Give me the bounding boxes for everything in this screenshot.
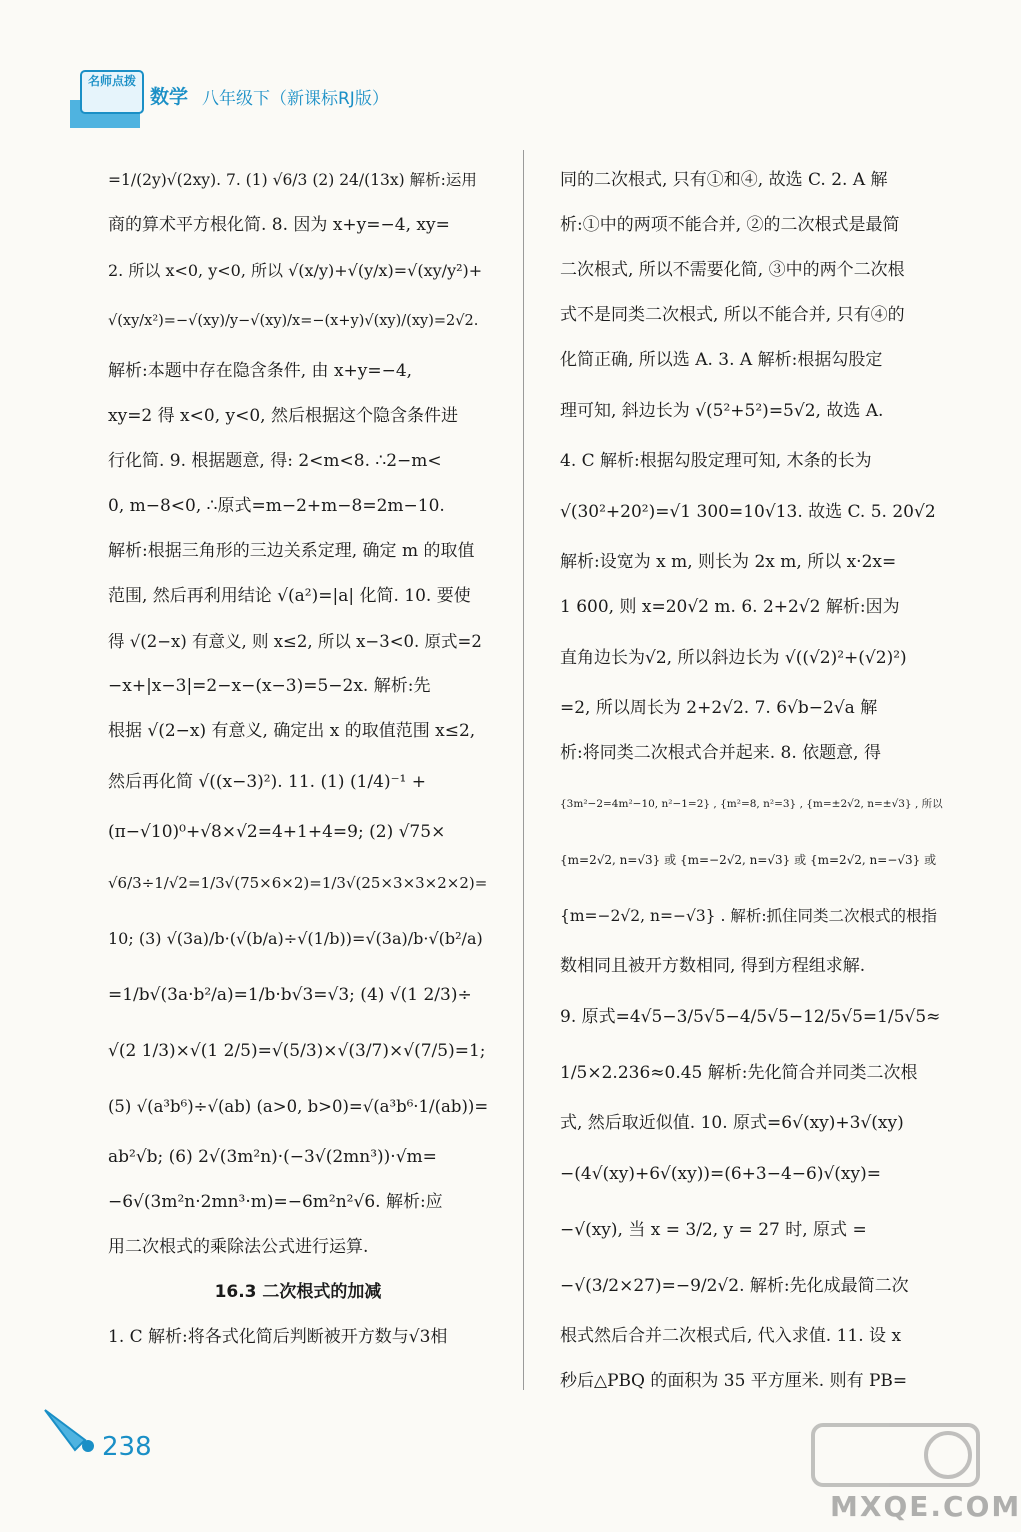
right-line: 根式然后合并二次根式后, 代入求值. 11. 设 x [560,1326,902,1346]
right-line: 秒后△PBQ 的面积为 35 平方厘米. 则有 PB= [560,1371,908,1391]
grade-title: 八年级下（新课标RJ版） [202,89,389,109]
left-line: 0, m−8<0, ∴原式=m−2+m−8=2m−10. [108,496,445,516]
left-line: 商的算术平方根化简. 8. 因为 x+y=−4, xy= [108,215,450,235]
left-line: 得 √(2−x) 有意义, 则 x≤2, 所以 x−3<0. 原式=2 [108,632,482,651]
right-line: 式, 然后取近似值. 10. 原式=6√(xy)+3√(xy) [560,1113,904,1133]
left-line: 10; (3) √(3a)/b·(√(b/a)÷√(1/b))=√(3a)/b·√(b²/a) [108,929,483,948]
right-line: 化简正确, 所以选 A. 3. A 解析:根据勾股定 [560,350,883,370]
left-line: =1/(2y)√(2xy). 7. (1) √6/3 (2) 24/(13x) 解析:运用 [108,171,477,189]
right-line: 9. 原式=4√5−3/5√5−4/5√5−12/5√5=1/5√5≈ [560,1007,941,1027]
right-line: 数相同且被开方数相同, 得到方程组求解. [560,956,866,976]
right-line: 析:将同类二次根式合并起来. 8. 依题意, 得 [560,743,881,763]
right-line: 1/5×2.236≈0.45 解析:先化简合并同类二次根 [560,1063,918,1083]
left-line: (π−√10)⁰+√8×√2=4+1+4=9; (2) √75× [108,822,446,842]
right-line: 解析:设宽为 x m, 则长为 2x m, 所以 x·2x= [560,552,897,572]
series-logo: 名师点拨 [80,70,144,114]
left-line: 行化简. 9. 根据题意, 得: 2<m<8. ∴2−m< [108,451,442,471]
mascot-icon [40,1400,100,1460]
right-line: =2, 所以周长为 2+2√2. 7. 6√b−2√a 解 [560,698,878,718]
column-divider [523,150,524,1390]
right-line: 二次根式, 所以不需要化简, ③中的两个二次根 [560,260,905,280]
right-line: {m=−2√2, n=−√3} . 解析:抓住同类二次根式的根指 [560,907,938,925]
left-line: √(2 1/3)×√(1 2/5)=√(5/3)×√(3/7)×√(7/5)=1; [108,1041,486,1061]
right-line: {m=2√2, n=√3} 或 {m=−2√2, n=√3} 或 {m=2√2, n=−√3} 或 [560,853,937,867]
left-line: 解析:根据三角形的三边关系定理, 确定 m 的取值 [108,541,475,561]
left-line: √6/3÷1/√2=1/3√(75×6×2)=1/3√(25×3×3×2×2)= [108,874,488,892]
page-header [70,70,470,130]
left-line: xy=2 得 x<0, y<0, 然后根据这个隐含条件进 [108,406,458,426]
right-line: 直角边长为√2, 所以斜边长为 √((√2)²+(√2)²) [560,648,907,668]
left-column [108,158,488,1360]
right-line: −√(xy), 当 x = 3/2, y = 27 时, 原式 = [560,1220,867,1240]
left-line: 用二次根式的乘除法公式进行运算. [108,1237,369,1257]
right-line: 4. C 解析:根据勾股定理可知, 木条的长为 [560,451,872,471]
right-line: −√(3/2×27)=−9/2√2. 解析:先化成最简二次 [560,1276,909,1296]
right-line: 理可知, 斜边长为 √(5²+5²)=5√2, 故选 A. [560,401,884,421]
left-line: =1/b√(3a·b²/a)=1/b·b√3=√3; (4) √(1 2/3)÷ [108,985,472,1005]
left-line: ab²√b; (6) 2√(3m²n)·(−3√(2mn³))·√m= [108,1147,437,1167]
right-line: 1 600, 则 x=20√2 m. 6. 2+2√2 解析:因为 [560,597,900,617]
left-line: 2. 所以 x<0, y<0, 所以 √(x/y)+√(y/x)=√(xy/y²)+ [108,261,483,280]
right-line: −(4√(xy)+6√(xy))=(6+3−4−6)√(xy)= [560,1164,881,1184]
left-line: −6√(3m²n·2mn³·m)=−6m²n²√6. 解析:应 [108,1192,443,1212]
section-title: 16.3 二次根式的加减 [214,1282,382,1302]
left-line: 然后再化简 √((x−3)²). 11. (1) (1/4)⁻¹ + [108,772,427,792]
right-line: 析:①中的两项不能合并, ②的二次根式是最简 [560,215,900,235]
right-line: √(30²+20²)=√1 300=10√13. 故选 C. 5. 20√2 [560,502,936,522]
left-line: 1. C 解析:将各式化简后判断被开方数与√3相 [108,1327,448,1347]
left-line: 根据 √(2−x) 有意义, 确定出 x 的取值范围 x≤2, [108,721,476,741]
page-number: 238 [102,1432,152,1462]
left-line: √(xy/x²)=−√(xy)/y−√(xy)/x=−(x+y)√(xy)/(xy)=2√2. [108,313,479,329]
left-line: 范围, 然后再利用结论 √(a²)=|a| 化简. 10. 要使 [108,586,471,606]
watermark-text: MXQE.COM [830,1490,1021,1523]
subject-title: 数学 [150,86,189,108]
left-line: (5) √(a³b⁶)÷√(ab) (a>0, b>0)=√(a³b⁶·1/(ab))= [108,1097,489,1116]
left-line: 解析:本题中存在隐含条件, 由 x+y=−4, [108,361,413,381]
right-line: {3m²−2=4m²−10, n²−1=2} , {m²=8, n²=3} , {m=±2√2, n=±√3} , 所以 [560,798,943,810]
right-line: 同的二次根式, 只有①和④, 故选 C. 2. A 解 [560,170,888,190]
left-line: −x+|x−3|=2−x−(x−3)=5−2x. 解析:先 [108,676,431,696]
right-column [560,158,945,1404]
right-line: 式不是同类二次根式, 所以不能合并, 只有④的 [560,305,905,325]
